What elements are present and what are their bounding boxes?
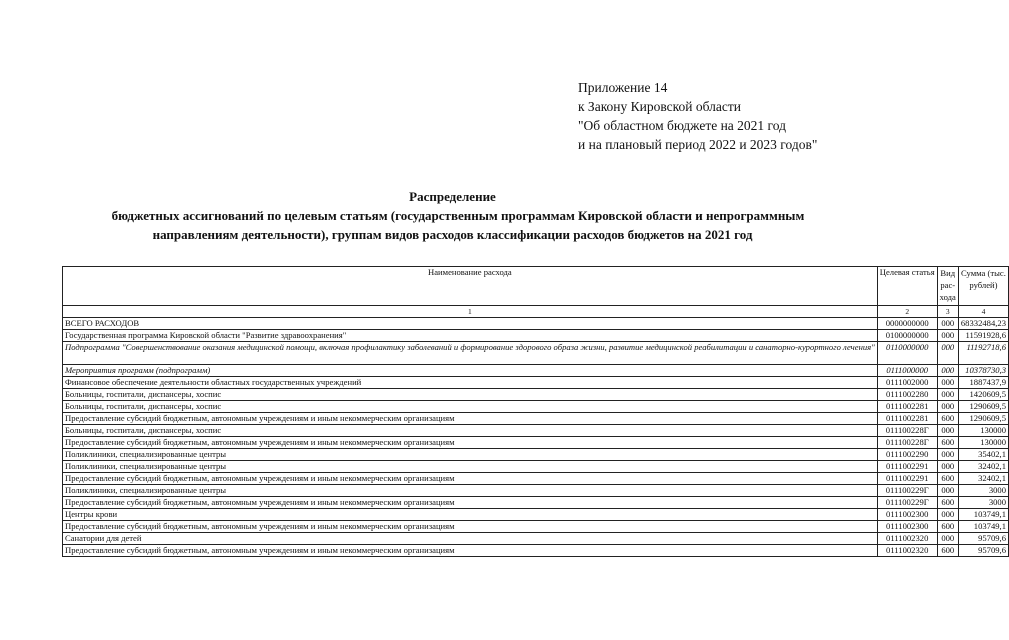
cell-sum: 11591928,6 <box>958 330 1008 342</box>
cell-name: Предоставление субсидий бюджетным, автономным учреждениям и иным некоммерческим организациям <box>63 413 878 425</box>
table-row <box>63 485 1009 497</box>
cell-code: 0100000000 <box>877 330 937 342</box>
cell-vid: 600 <box>937 473 958 485</box>
cell-code: 0111002300 <box>877 509 937 521</box>
cell-sum: 95709,6 <box>958 533 1008 545</box>
cell-code: 0111002291 <box>877 461 937 473</box>
annex-block <box>578 78 817 154</box>
cell-name: Предоставление субсидий бюджетным, автономным учреждениям и иным некоммерческим организациям <box>63 437 878 449</box>
table-row <box>63 342 1009 365</box>
table-row <box>63 365 1009 377</box>
cell-vid: 000 <box>937 425 958 437</box>
table-row <box>63 425 1009 437</box>
cell-name: Подпрограмма "Совершенствование оказания медицинской помощи, включая профилактику заболеваний и формирование здорового образа жизни, развитие медицинской реабилитации и санаторно-курортного лечения" <box>63 342 878 365</box>
cell-code: 0111002320 <box>877 533 937 545</box>
heading-line-3: направлениям деятельности), группам видов расходов классификации расходов бюджетов на 2021 год <box>152 227 753 242</box>
cell-code: 0111002280 <box>877 389 937 401</box>
header-code: Целевая статья <box>877 267 937 306</box>
col-number-4: 4 <box>958 306 1008 318</box>
cell-code: 0111002320 <box>877 545 937 557</box>
cell-sum: 32402,1 <box>958 473 1008 485</box>
cell-sum: 10378730,3 <box>958 365 1008 377</box>
cell-vid: 600 <box>937 437 958 449</box>
cell-vid: 600 <box>937 521 958 533</box>
cell-vid: 600 <box>937 413 958 425</box>
cell-name: Предоставление субсидий бюджетным, автономным учреждениям и иным некоммерческим организациям <box>63 521 878 533</box>
cell-code: 0111002281 <box>877 401 937 413</box>
cell-code: 011100228Г <box>877 437 937 449</box>
annex-line-3: "Об областном бюджете на 2021 год <box>578 118 786 133</box>
cell-sum: 1290609,5 <box>958 401 1008 413</box>
heading-line-2: бюджетных ассигнований по целевым статьям (государственным программам Кировской области и непрограммным <box>111 208 805 223</box>
table-row <box>63 318 1009 330</box>
annex-line-4: и на плановый период 2022 и 2023 годов" <box>578 137 818 152</box>
table-row <box>63 545 1009 557</box>
cell-sum: 3000 <box>958 485 1008 497</box>
cell-sum: 130000 <box>958 425 1008 437</box>
cell-name: Государственная программа Кировской области "Развитие здравоохранения" <box>63 330 878 342</box>
table-row <box>63 497 1009 509</box>
table-row <box>63 533 1009 545</box>
cell-name: Мероприятия программ (подпрограмм) <box>63 365 878 377</box>
cell-name: Поликлиники, специализированные центры <box>63 449 878 461</box>
annex-line-2: к Закону Кировской области <box>578 99 742 114</box>
cell-sum: 95709,6 <box>958 545 1008 557</box>
cell-code: 011100229Г <box>877 497 937 509</box>
table-row <box>63 389 1009 401</box>
table-row <box>63 461 1009 473</box>
cell-sum: 130000 <box>958 437 1008 449</box>
cell-code: 0000000000 <box>877 318 937 330</box>
cell-sum: 1420609,5 <box>958 389 1008 401</box>
cell-vid: 000 <box>937 377 958 389</box>
cell-code: 0111002281 <box>877 413 937 425</box>
cell-vid: 000 <box>937 389 958 401</box>
cell-vid: 000 <box>937 449 958 461</box>
table-row <box>63 377 1009 389</box>
table-row <box>63 509 1009 521</box>
cell-code: 0111002300 <box>877 521 937 533</box>
cell-sum: 35402,1 <box>958 449 1008 461</box>
cell-sum: 11192718,6 <box>958 342 1008 365</box>
column-number-row <box>63 306 1009 318</box>
heading-title: Распределение <box>409 189 496 204</box>
col-number-1: 1 <box>63 306 878 318</box>
cell-sum: 68332484,23 <box>958 318 1008 330</box>
cell-vid: 600 <box>937 545 958 557</box>
cell-name: Финансовое обеспечение деятельности областных государственных учреждений <box>63 377 878 389</box>
cell-sum: 103749,1 <box>958 509 1008 521</box>
cell-vid: 000 <box>937 342 958 365</box>
cell-vid: 000 <box>937 365 958 377</box>
cell-vid: 000 <box>937 461 958 473</box>
cell-name: Поликлиники, специализированные центры <box>63 461 878 473</box>
cell-name: ВСЕГО РАСХОДОВ <box>63 318 878 330</box>
table-row <box>63 437 1009 449</box>
header-name: Наименование расхода <box>63 267 878 306</box>
cell-sum: 32402,1 <box>958 461 1008 473</box>
cell-code: 011100228Г <box>877 425 937 437</box>
cell-name: Больницы, госпитали, диспансеры, хоспис <box>63 425 878 437</box>
cell-name: Поликлиники, специализированные центры <box>63 485 878 497</box>
cell-code: 0110000000 <box>877 342 937 365</box>
cell-vid: 000 <box>937 330 958 342</box>
cell-name: Предоставление субсидий бюджетным, автономным учреждениям и иным некоммерческим организациям <box>63 545 878 557</box>
cell-sum: 3000 <box>958 497 1008 509</box>
header-sum: Сумма (тыс. рублей) <box>958 267 1008 306</box>
table-row <box>63 449 1009 461</box>
cell-code: 0111002291 <box>877 473 937 485</box>
cell-vid: 000 <box>937 485 958 497</box>
cell-sum: 1290609,5 <box>958 413 1008 425</box>
cell-vid: 000 <box>937 533 958 545</box>
cell-name: Предоставление субсидий бюджетным, автономным учреждениям и иным некоммерческим организациям <box>63 473 878 485</box>
cell-code: 011100229Г <box>877 485 937 497</box>
cell-vid: 000 <box>937 401 958 413</box>
annex-line-1: Приложение 14 <box>578 80 668 95</box>
cell-sum: 103749,1 <box>958 521 1008 533</box>
cell-name: Больницы, госпитали, диспансеры, хоспис <box>63 389 878 401</box>
table-row <box>63 521 1009 533</box>
cell-sum: 1887437,9 <box>958 377 1008 389</box>
col-number-3: 3 <box>937 306 958 318</box>
cell-code: 0111000000 <box>877 365 937 377</box>
cell-name: Санатории для детей <box>63 533 878 545</box>
cell-vid: 000 <box>937 509 958 521</box>
header-vid: Вид рас-хода <box>937 267 958 306</box>
table-row <box>63 330 1009 342</box>
cell-code: 0111002000 <box>877 377 937 389</box>
cell-name: Предоставление субсидий бюджетным, автономным учреждениям и иным некоммерческим организациям <box>63 497 878 509</box>
table-row <box>63 413 1009 425</box>
cell-name: Центры крови <box>63 509 878 521</box>
cell-name: Больницы, госпитали, диспансеры, хоспис <box>63 401 878 413</box>
col-number-2: 2 <box>877 306 937 318</box>
table-body <box>63 318 1009 557</box>
table-row <box>63 473 1009 485</box>
cell-vid: 600 <box>937 497 958 509</box>
table-row <box>63 401 1009 413</box>
cell-vid: 000 <box>937 318 958 330</box>
table-header-row <box>63 267 1009 306</box>
budget-table <box>62 266 1009 557</box>
cell-code: 0111002290 <box>877 449 937 461</box>
